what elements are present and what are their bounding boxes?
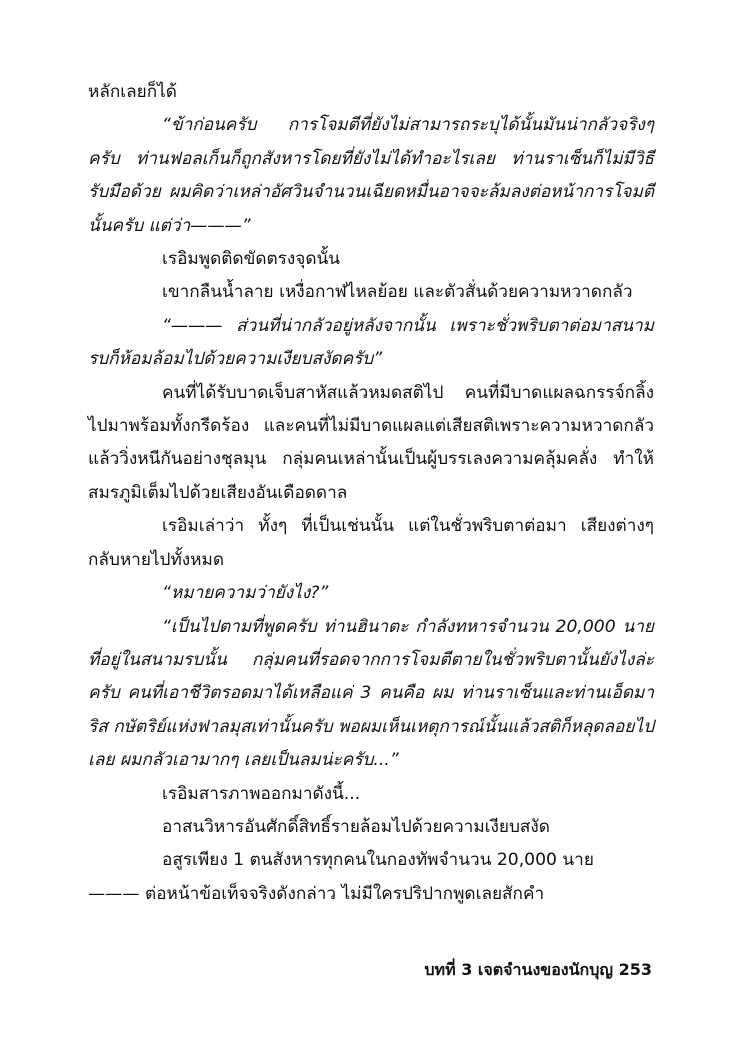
paragraph-dialogue: “ข้าก่อนครับ การโจมตีที่ยังไม่สามารถระบุได้นั้นมันน่ากลัวจริงๆ ครับ ท่านฟอลเก็นก็ถูกสังหารโดยที่ยังไม่ได้ทำอะไรเลย ท่านราเซ็นก็ไม่มีวิธีรับมือด้วย ผมคิดว่าเหล่าอัศวินจำนวนเฉียดหมื่นอาจจะล้มลงต่อหน้าการโจมตีนั้นครับ แต่ว่า———” — [88, 115, 654, 236]
paragraph-dialogue: “หมายความว่ายังไง?” — [162, 583, 329, 604]
paragraph-dialogue: “เป็นไปตามที่พูดครับ ท่านฮินาตะ กำลังทหารจำนวน 20,000 นายที่อยู่ในสนามรบนั้น กลุ่มคนที่รอดจากการโจมตีตายในชั่วพริบตานั้นยังไงล่ะครับ คนที่เอาชีวิตรอดมาได้เหลือแค่ 3 คนคือ ผม ท่านราเซ็นและท่านเอ็ดมาริส กษัตริย์แห่งฟาลมุสเท่านั้นครับ พอผมเห็นเหตุการณ์นั้นแล้วสติก็หลุดลอยไปเลย ผมกลัวเอามากๆ เลยเป็นลมน่ะครับ...” — [88, 616, 654, 771]
paragraph: เรอิมเล่าว่า ทั้งๆ ที่เป็นเช่นนั้น แต่ในชั่วพริบตาต่อมา เสียงต่างๆ กลับหายไปทั้งหมด — [88, 516, 654, 570]
paragraph: เขากลืนน้ำลาย เหงื่อกาฬไหลย้อย และตัวสั่นด้วยความหวาดกลัว — [162, 282, 633, 303]
body-text — [88, 76, 654, 911]
paragraph: คนที่ได้รับบาดเจ็บสาหัสแล้วหมดสติไป คนที่มีบาดแผลฉกรรจ์กลิ้งไปมาพร้อมทั้งกรีดร้อง และคนที่ไม่มีบาดแผลแต่เสียสติเพราะความหวาดกลัวแล้ววิ่งหนีกันอย่างชุลมุน กลุ่มคนเหล่านั้นเป็นผู้บรรเลงความคลุ้มคลั่ง ทำให้สมรภูมิเต็มไปด้วยเสียงอันเดือดดาล — [88, 382, 654, 503]
paragraph: หลักเลยก็ได้ — [88, 82, 177, 102]
paragraph: เรอิมสารภาพออกมาดังนี้... — [162, 783, 361, 804]
paragraph: ——— ต่อหน้าข้อเท็จจริงดังกล่าว ไม่มีใครปริปากพูดเลยสักคำ — [88, 883, 545, 904]
running-footer: บทที่ 3 เจตจำนงของนักบุญ 253 — [424, 960, 652, 979]
paragraph: อสูรเพียง 1 ตนสังหารทุกคนในกองทัพจำนวน 20,000 นาย — [162, 850, 594, 871]
paragraph: เรอิมพูดติดขัดตรงจุดนั้น — [162, 249, 341, 270]
paragraph: อาสนวิหารอันศักดิ์สิทธิ์รายล้อมไปด้วยความเงียบสงัด — [162, 816, 550, 837]
paragraph-dialogue: “——— ส่วนที่น่ากลัวอยู่หลังจากนั้น เพราะชั่วพริบตาต่อมาสนามรบก็ห้อมล้อมไปด้วยความเงียบสงัดครับ” — [88, 315, 654, 370]
